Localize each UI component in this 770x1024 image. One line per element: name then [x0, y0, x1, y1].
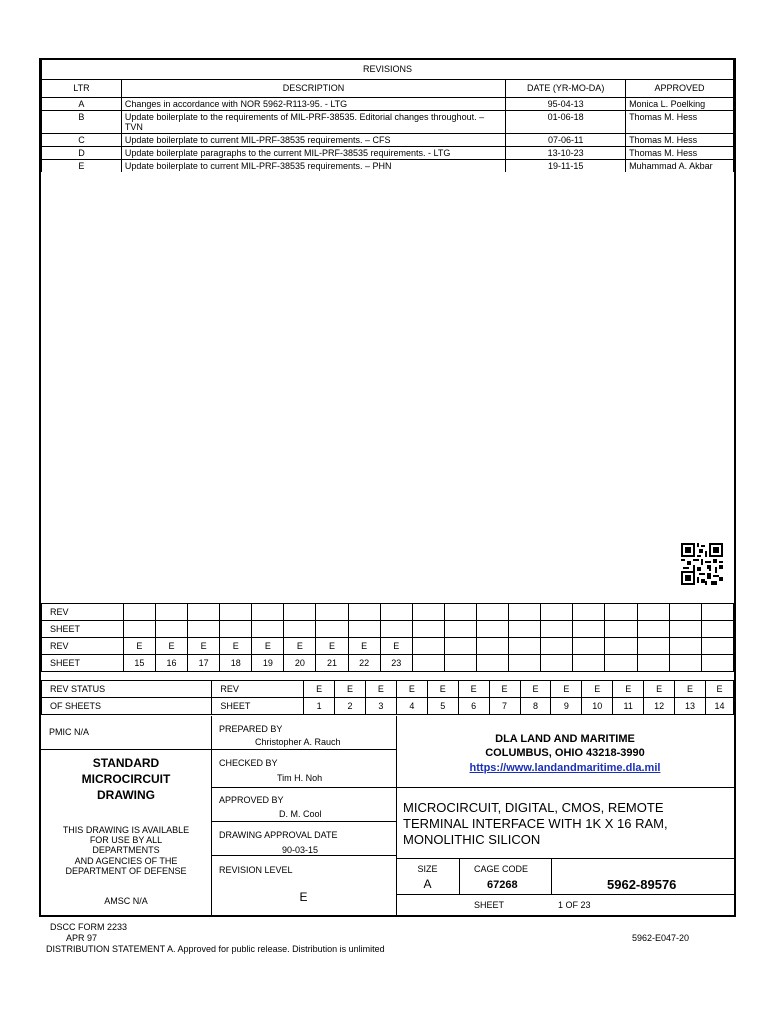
rev-approved: Thomas M. Hess	[626, 147, 734, 160]
availability-line: THIS DRAWING IS AVAILABLE	[62, 825, 190, 835]
document-code: 5962-E047-20	[632, 933, 690, 943]
prepared-by-name: Christopher A. Rauch	[255, 737, 341, 747]
rev-cell: E	[155, 638, 187, 655]
sheet-cell: 15	[123, 655, 155, 672]
sheet-cell: 23	[380, 655, 412, 672]
table-row	[42, 98, 734, 111]
col-ltr: LTR	[42, 80, 122, 98]
rev-cell: E	[582, 681, 613, 698]
prepared-by-label: PREPARED BY	[219, 724, 283, 734]
rev-approved: Thomas M. Hess	[626, 134, 734, 147]
sheet-cell: 22	[348, 655, 380, 672]
rev-cell: E	[396, 681, 427, 698]
distribution-statement: DISTRIBUTION STATEMENT A. Approved for public release. Distribution is unlimited	[46, 944, 385, 954]
sheet-cell: 20	[284, 655, 316, 672]
approval-date-label: DRAWING APPROVAL DATE	[219, 830, 338, 840]
sheet-cell: 11	[613, 698, 644, 715]
grid-sheet-label: SHEET	[212, 698, 304, 715]
grid-sheet-label: SHEET	[42, 655, 124, 672]
availability-line: AND AGENCIES OF THE	[74, 856, 178, 866]
part-title-line: MONOLITHIC SILICON	[403, 832, 541, 847]
grid-rev-label: REV	[42, 638, 124, 655]
cage-code-label: CAGE CODE	[474, 864, 529, 874]
revisions-title: REVISIONS	[42, 60, 734, 80]
checked-by-label: CHECKED BY	[219, 758, 278, 768]
cage-code: 67268	[487, 879, 518, 891]
amsc-label: AMSC N/A	[104, 896, 148, 906]
grid-rev-label: REV	[42, 604, 124, 621]
agency-address: COLUMBUS, OHIO 43218-3990	[485, 747, 645, 759]
rev-date: 07-06-11	[506, 134, 626, 147]
drawing-frame	[39, 58, 736, 917]
rev-cell: E	[335, 681, 366, 698]
rev-date: 19-11-15	[506, 160, 626, 173]
sheet-label: SHEET	[474, 900, 505, 910]
sheet-cell: 3	[365, 698, 396, 715]
revision-level-label: REVISION LEVEL	[219, 865, 293, 875]
sheet-cell: 7	[489, 698, 520, 715]
drawing-number: 5962-89576	[607, 877, 677, 892]
approval-date: 90-03-15	[282, 845, 319, 855]
rev-cell: E	[706, 681, 734, 698]
availability-line: FOR USE BY ALL	[89, 835, 163, 845]
part-title-line: MICROCIRCUIT, DIGITAL, CMOS, REMOTE	[403, 800, 664, 815]
standard-title-line: DRAWING	[97, 788, 155, 802]
standard-title-line: STANDARD	[92, 756, 160, 770]
rev-cell: E	[613, 681, 644, 698]
col-description: DESCRIPTION	[121, 80, 505, 98]
rev-cell: E	[348, 638, 380, 655]
table-row	[42, 111, 734, 134]
part-title-line: TERMINAL INTERFACE WITH 1K X 16 RAM,	[403, 816, 668, 831]
rev-cell: E	[316, 638, 348, 655]
sheet-cell: 1	[304, 698, 335, 715]
qr-code-icon	[681, 543, 723, 585]
table-row	[42, 134, 734, 147]
approved-by-name: D. M. Cool	[279, 809, 322, 819]
rev-cell: E	[220, 638, 252, 655]
rev-description: Changes in accordance with NOR 5962-R113-95. - LTG	[121, 98, 505, 111]
rev-ltr: B	[42, 111, 122, 134]
approved-by-label: APPROVED BY	[219, 795, 284, 805]
table-row	[42, 147, 734, 160]
standard-title-line: MICROCIRCUIT	[81, 772, 171, 786]
sheet-cell: 21	[316, 655, 348, 672]
sheet-cell: 4	[396, 698, 427, 715]
rev-cell: E	[380, 638, 412, 655]
rev-cell: E	[551, 681, 582, 698]
sheet-cell: 8	[520, 698, 551, 715]
rev-description: Update boilerplate to the requirements of MIL-PRF-38535. Editorial changes throughout. – TVN	[121, 111, 505, 134]
agency-name: DLA LAND AND MARITIME	[495, 733, 635, 745]
rev-status-label: REV STATUS	[42, 681, 212, 698]
sheet-cell: 5	[427, 698, 458, 715]
sheet-cell: 14	[706, 698, 734, 715]
rev-ltr: C	[42, 134, 122, 147]
sheet-cell: 16	[155, 655, 187, 672]
rev-cell: E	[123, 638, 155, 655]
sheet-cell: 13	[675, 698, 706, 715]
rev-cell: E	[252, 638, 284, 655]
rev-date: 01-06-18	[506, 111, 626, 134]
availability-line: DEPARTMENT OF DEFENSE	[65, 866, 187, 876]
form-number: DSCC FORM 2233	[50, 922, 128, 932]
rev-cell: E	[365, 681, 396, 698]
rev-ltr: E	[42, 160, 122, 173]
rev-date: 95-04-13	[506, 98, 626, 111]
form-date: APR 97	[66, 933, 98, 943]
rev-cell: E	[644, 681, 675, 698]
sheet-cell: 9	[551, 698, 582, 715]
rev-cell: E	[304, 681, 335, 698]
table-row	[42, 160, 734, 173]
title-block	[41, 716, 734, 915]
rev-approved: Muhammad A. Akbar	[626, 160, 734, 173]
rev-description: Update boilerplate to current MIL-PRF-38535 requirements. – CFS	[121, 134, 505, 147]
rev-cell: E	[489, 681, 520, 698]
rev-ltr: A	[42, 98, 122, 111]
rev-cell: E	[675, 681, 706, 698]
rev-cell: E	[188, 638, 220, 655]
rev-cell: E	[284, 638, 316, 655]
sheet-cell: 18	[220, 655, 252, 672]
sheet-cell: 10	[582, 698, 613, 715]
rev-cell: E	[427, 681, 458, 698]
sheet-status-grid	[41, 603, 734, 672]
sheet-cell: 2	[335, 698, 366, 715]
of-sheets-label: OF SHEETS	[42, 698, 212, 715]
rev-cell: E	[520, 681, 551, 698]
col-date: DATE (YR-MO-DA)	[506, 80, 626, 98]
revision-level: E	[299, 890, 308, 904]
col-approved: APPROVED	[626, 80, 734, 98]
size-label: SIZE	[417, 864, 438, 874]
agency-url-link[interactable]: https://www.landandmaritime.dla.mil	[469, 762, 661, 774]
rev-ltr: D	[42, 147, 122, 160]
rev-date: 13-10-23	[506, 147, 626, 160]
rev-approved: Thomas M. Hess	[626, 111, 734, 134]
rev-cell: E	[458, 681, 489, 698]
pmic-label: PMIC N/A	[49, 727, 90, 737]
checked-by-name: Tim H. Noh	[277, 773, 323, 783]
rev-status-grid	[41, 680, 734, 715]
rev-approved: Monica L. Poelking	[626, 98, 734, 111]
sheet-cell: 19	[252, 655, 284, 672]
revisions-table	[41, 60, 734, 172]
sheet-cell: 17	[188, 655, 220, 672]
rev-description: Update boilerplate to current MIL-PRF-38535 requirements. – PHN	[121, 160, 505, 173]
size-value: A	[423, 877, 432, 891]
sheet-cell: 12	[644, 698, 675, 715]
grid-sheet-label: SHEET	[42, 621, 124, 638]
sheet-cell: 6	[458, 698, 489, 715]
rev-description: Update boilerplate paragraphs to the current MIL-PRF-38535 requirements. - LTG	[121, 147, 505, 160]
availability-line: DEPARTMENTS	[92, 845, 160, 855]
sheet-value: 1 OF 23	[558, 900, 591, 910]
grid-rev-label: REV	[212, 681, 304, 698]
